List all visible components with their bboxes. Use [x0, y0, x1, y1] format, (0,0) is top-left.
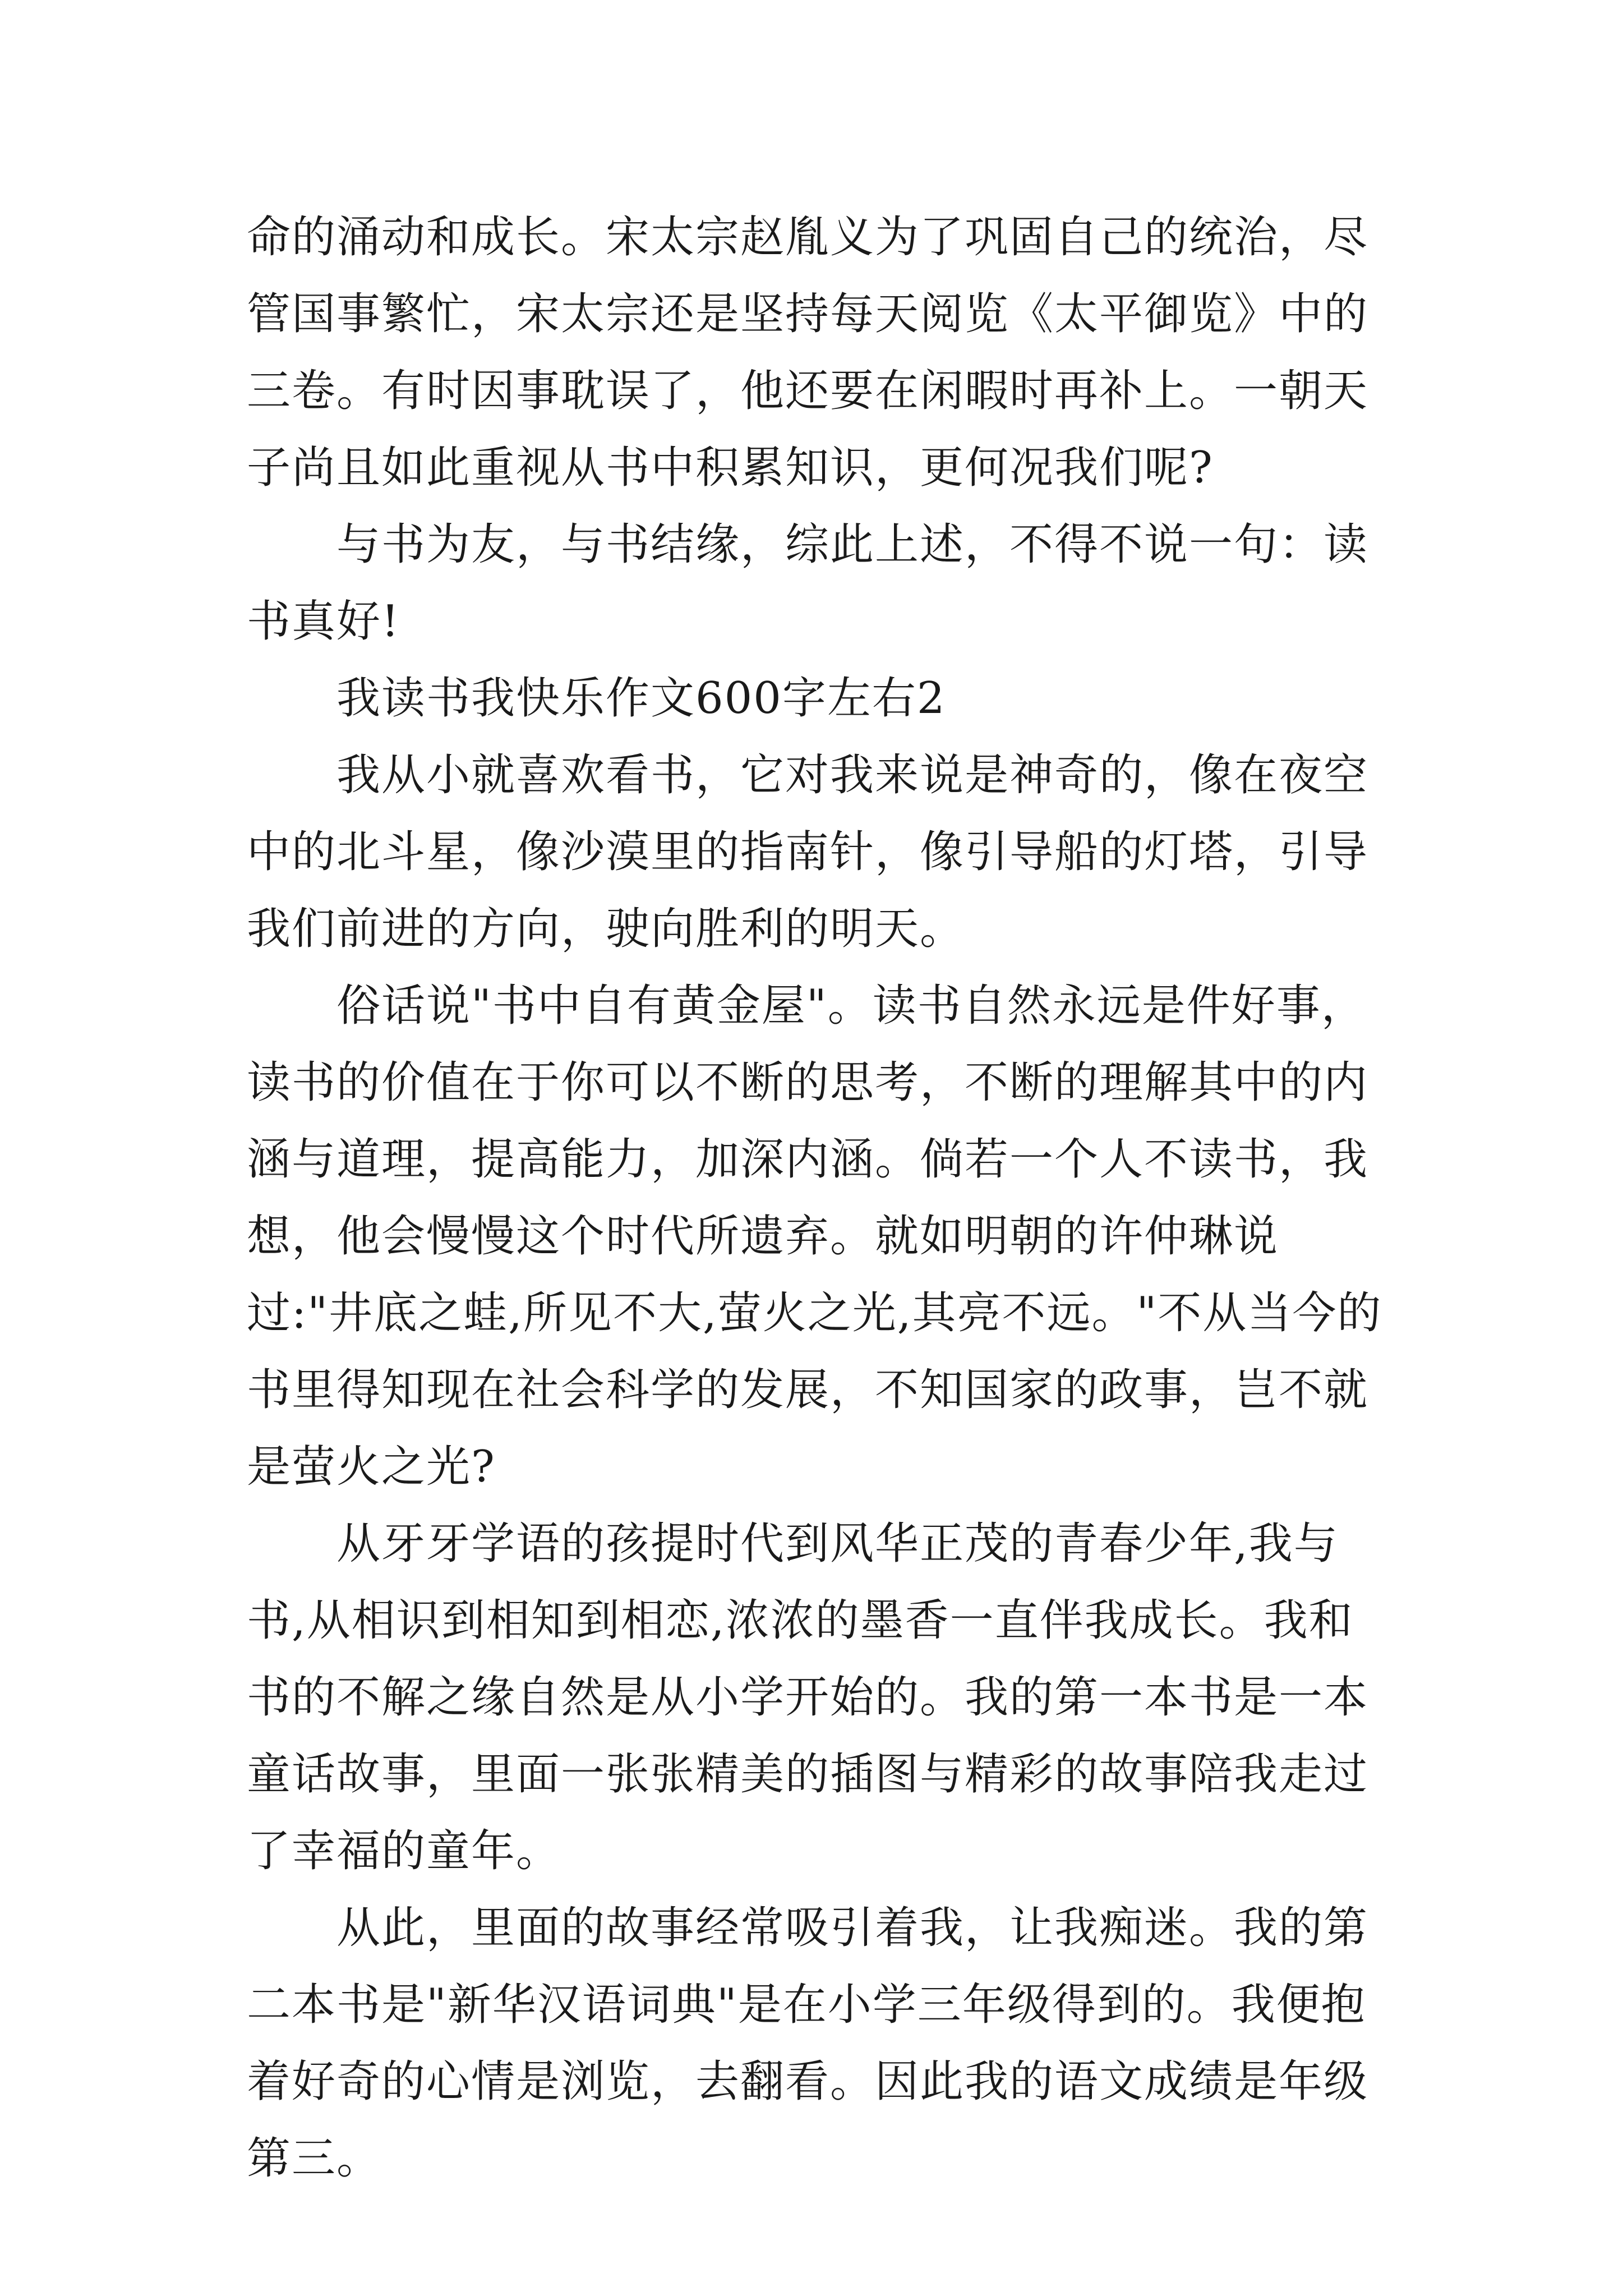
paragraph-conclusion: 与书为友，与书结缘，综此上述，不得不说一句：读书真好! — [247, 519, 1369, 647]
document-body — [247, 199, 1391, 2197]
paragraph-childhood: 从牙牙学语的孩提时代到风华正茂的青春少年,我与书,从相识到相知到相恋,浓浓的墨香一直伴我成长。我和书的不解之缘自然是从小学开始的。我的第一本书是一本童话故事，里面一张张精美的插图与精彩的故事陪我走过了幸福的童年。 — [247, 1519, 1369, 1876]
essay-title: 我读书我快乐作文600字左右2 — [336, 673, 946, 724]
paragraph-dictionary: 从此，里面的故事经常吸引着我，让我痴迷。我的第二本书是"新华汉语词典"是在小学三年级得到的。我便抱着好奇的心情是浏览，去翻看。因此我的语文成绩是年级第三。 — [247, 1903, 1369, 2184]
paragraph-proverb: 俗话说"书中自有黄金屋"。读书自然永远是件好事，读书的价值在于你可以不断的思考，不断的理解其中的内涵与道理，提高能力，加深内涵。倘若一个人不读书，我想，他会慢慢这个时代所遗弃。就如明朝的许仲琳说过:"井底之蛙,所见不大,萤火之光,其亮不远。"不从当今的书里得知现在社会科学的发展，不知国家的政事，岂不就是萤火之光? — [247, 981, 1382, 1492]
paragraph-intro: 我从小就喜欢看书，它对我来说是神奇的，像在夜空中的北斗星，像沙漠里的指南针，像引导船的灯塔，引导我们前进的方向，驶向胜利的明天。 — [247, 750, 1369, 954]
paragraph-continuation: 命的涌动和成长。宋太宗赵胤义为了巩固自己的统治，尽管国事繁忙，宋太宗还是坚持每天阅览《太平御览》中的三卷。有时因事耽误了，他还要在闲暇时再补上。一朝天子尚且如此重视从书中积累知识，更何况我们呢? — [247, 212, 1369, 493]
